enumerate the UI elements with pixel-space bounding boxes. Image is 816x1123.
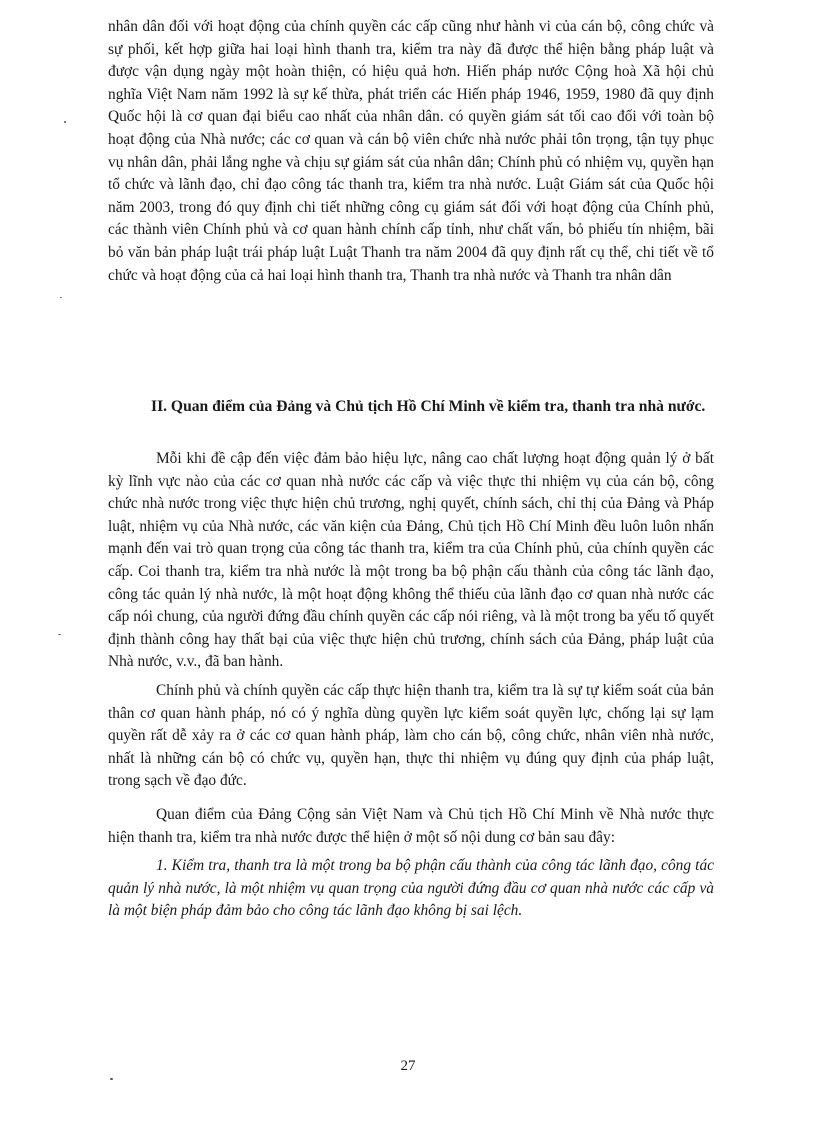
page-number: 27	[400, 1058, 416, 1074]
body-text-top	[108, 16, 714, 287]
scan-speck	[58, 634, 61, 635]
paragraph-intro-continued: nhân dân đối với hoạt động của chính quyền các cấp cũng như hành vi của cán bộ, công chức và sự phối, kết hợp giữa hai loại hình thanh tra, kiểm tra này đã được thể hiện bằng pháp luật và được vận dụng ngày một hoàn thiện, có hiệu quả hơn. Hiến pháp nước Cộng hoà Xã hội chủ nghĩa Việt Nam năm 1992 là sự kế thừa, phát triển các Hiến pháp 1946, 1959, 1980 đã quy định Quốc hội là cơ quan đại biểu cao nhất của nhân dân. có quyền giám sát tối cao đối với toàn bộ hoạt động của Nhà nước; các cơ quan và cán bộ viên chức nhà nước phải tôn trọng, tận tụy phục vụ nhân dân, phải lắng nghe và chịu sự giám sát của nhân dân; Chính phủ có nhiệm vụ, quyền hạn tổ chức và lãnh đạo, chỉ đạo công tác thanh tra, kiểm tra nhà nước. Luật Giám sát của Quốc hội năm 2003, trong đó quy định chi tiết những công cụ giám sát đối với hoạt động của Chính phủ, các thành viên Chính phủ và cơ quan hành chính cấp tỉnh, như chất vấn, bỏ phiếu tín nhiệm, bãi bỏ văn bản pháp luật trái pháp luật Luật Thanh tra năm 2004 đã quy định rất cụ thể, chi tiết về tổ chức và hoạt động của cả hai loại hình thanh tra, Thanh tra nhà nước và Thanh tra nhân dân	[108, 18, 714, 284]
scan-speck	[60, 297, 62, 298]
section-heading-block	[108, 396, 714, 418]
section-heading: II. Quan điểm của Đảng và Chủ tịch Hồ Chí Minh về kiểm tra, thanh tra nhà nước.	[151, 398, 706, 415]
body-text-middle	[108, 448, 714, 923]
paragraph-party-views: Mỗi khi đề cập đến việc đảm bảo hiệu lực, nâng cao chất lượng hoạt động quản lý ở bất kỳ lĩnh vực nào của các cơ quan nhà nước các cấp và việc thực thi nhiệm vụ của cán bộ, công chức nhà nước trong việc thực hiện chủ trương, nghị quyết, chính sách, chỉ thị của Đảng và Pháp luật, nhiệm vụ của Nhà nước, các văn kiện của Đảng, Chủ tịch Hồ Chí Minh đều luôn luôn nhấn mạnh đến vai trò quan trọng của công tác thanh tra, kiểm tra của Chính phủ, của chính quyền các cấp. Coi thanh tra, kiểm tra nhà nước là một trong ba bộ phận cấu thành của công tác lãnh đạo, công tác quản lý nhà nước, là một hoạt động không thể thiếu của lãnh đạo cơ quan nhà nước các cấp nói chung, của người đứng đầu chính quyền các cấp nói riêng, và là một trong ba yếu tố quyết định thành công hay thất bại của việc thực hiện chủ trương, chính sách của Đảng, pháp luật của Nhà nước, v.v., đã ban hành.	[108, 450, 714, 671]
scan-speck	[110, 1078, 113, 1080]
paragraph-content-intro: Quan điểm của Đảng Cộng sản Việt Nam và Chủ tịch Hồ Chí Minh về Nhà nước thực hiện thanh tra, kiểm tra nhà nước được thể hiện ở một số nội dung cơ bản sau đây:	[108, 805, 714, 846]
scan-speck	[64, 121, 66, 123]
paragraph-point-one: 1. Kiểm tra, thanh tra là một trong ba bộ phận cấu thành của công tác lãnh đạo, công tác quản lý nhà nước, là một nhiệm vụ quan trọng của người đứng đầu cơ quan nhà nước các cấp và là một biện pháp đảm bảo cho công tác lãnh đạo không bị sai lệch.	[108, 857, 714, 920]
paragraph-government-control: Chính phủ và chính quyền các cấp thực hiện thanh tra, kiểm tra là sự tự kiểm soát của bản thân cơ quan hành pháp, nó có ý nghĩa dùng quyền lực kiểm soát quyền lực, chống lại sự lạm quyền rất dễ xảy ra ở các cơ quan hành pháp, làm cho cán bộ, công chức, nhân viên nhà nước, nhất là những cán bộ có chức vụ, quyền hạn, thực thi nhiệm vụ đúng quy định của pháp luật, trong sạch về đạo đức.	[108, 681, 714, 790]
